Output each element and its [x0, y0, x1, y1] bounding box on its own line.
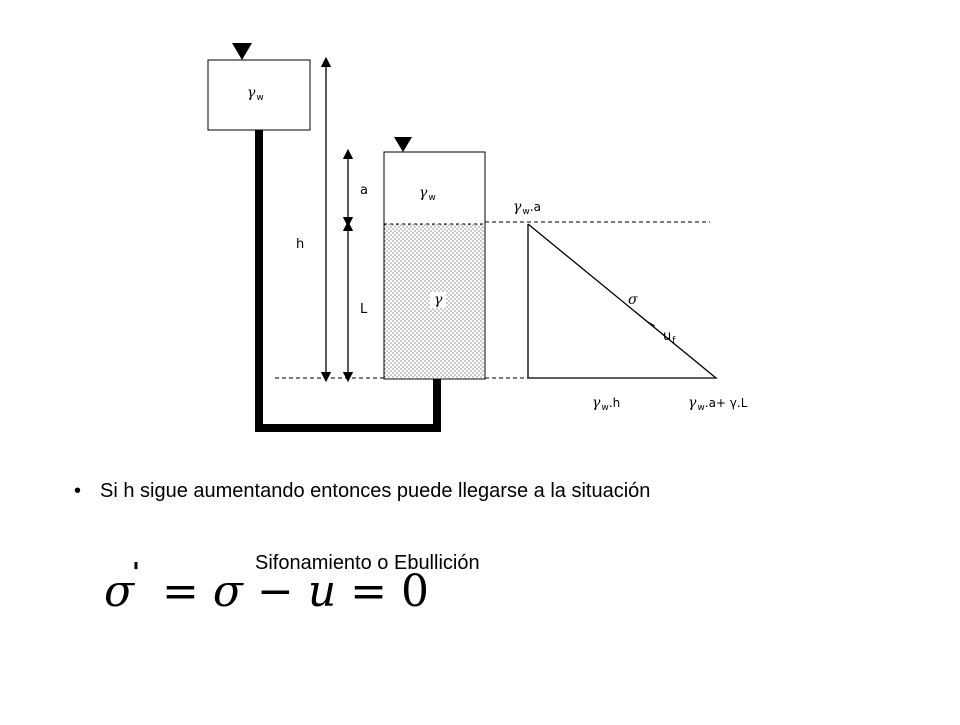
column-water-level-marker — [394, 137, 412, 152]
bullet-icon: • — [74, 480, 82, 502]
gamma-symbol: γ — [419, 185, 428, 201]
dimension-a-label: a — [360, 183, 368, 198]
gamma-symbol: γ — [513, 199, 522, 215]
gamma-symbol: γ — [247, 85, 256, 101]
value-suffix: .h — [608, 396, 621, 410]
formula-sigma-prime: σ — [104, 566, 135, 617]
upper-water-level-marker — [232, 43, 252, 60]
formula-sigma: σ — [212, 566, 243, 617]
subtitle: Sifonamiento o Ebullición — [255, 552, 480, 574]
gamma-symbol: γ — [592, 395, 601, 411]
sigma-label: σ — [628, 292, 638, 308]
top-stress-value-label — [513, 199, 541, 217]
prime-mark: ' — [132, 558, 140, 588]
u-symbol: u — [663, 329, 672, 344]
stress-diagram — [528, 224, 716, 378]
value-suffix: .a+ γ.L — [704, 396, 748, 410]
column-water-label — [419, 185, 436, 203]
effective-stress-formula — [104, 566, 430, 617]
soil-unit-weight-label — [430, 292, 446, 308]
dimension-h-label: h — [296, 237, 305, 252]
upper-reservoir-label — [247, 85, 264, 103]
formula-equals-2: = — [350, 566, 388, 617]
subscript: w — [522, 207, 530, 217]
bullet-text: Si h sigue aumentando entonces puede llegarse a la situación — [100, 480, 651, 502]
gamma-symbol: γ — [434, 292, 443, 308]
bottom-left-value-label — [592, 395, 621, 413]
bullet-point — [74, 480, 650, 503]
pore-pressure-label — [663, 329, 676, 346]
subscript: w — [697, 403, 705, 413]
formula-equals: = — [162, 566, 199, 617]
subscript: w — [428, 193, 436, 203]
bottom-right-value-label — [688, 395, 748, 413]
dimension-L-label: L — [360, 302, 368, 317]
formula-u: u — [307, 566, 337, 617]
formula-zero: 0 — [401, 566, 430, 617]
gamma-symbol: γ — [688, 395, 697, 411]
value-suffix: .a — [529, 200, 541, 214]
subscript: w — [601, 403, 609, 413]
formula-minus: − — [256, 566, 294, 617]
subscript: f — [672, 336, 676, 346]
subscript: w — [256, 93, 264, 103]
